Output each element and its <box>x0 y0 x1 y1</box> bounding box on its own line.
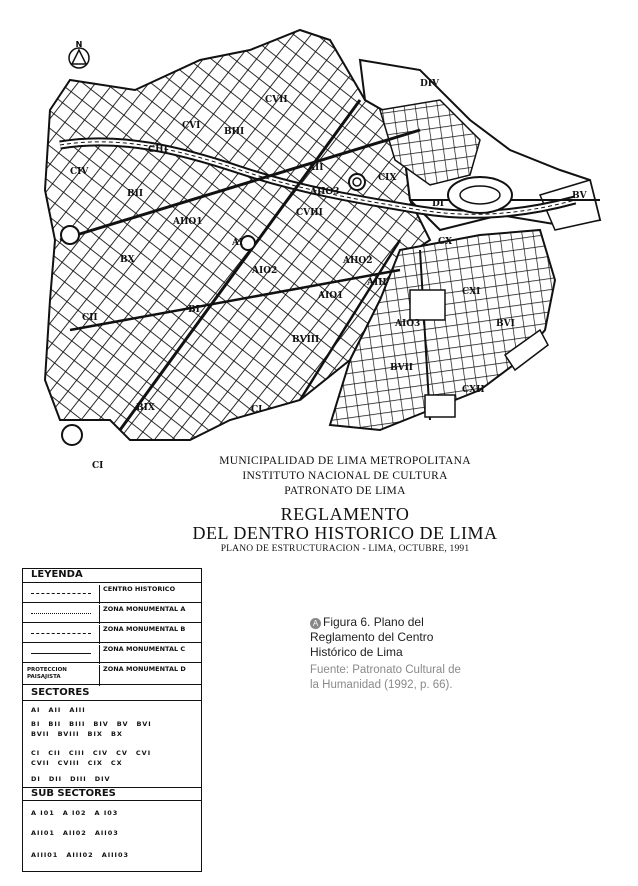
legend-row-label: ZONA MONUMENTAL B <box>99 625 185 644</box>
plan-heading: DEL DENTRO HISTORICO DE LIMA <box>192 523 498 543</box>
sector-label: BX <box>120 255 135 265</box>
legend-row-label: ZONA MONUMENTAL C <box>99 645 185 664</box>
sector-label: BIII <box>224 127 245 137</box>
legend-row-label: CENTRO HISTORICO <box>99 585 175 604</box>
sector-label: BVI <box>496 319 515 329</box>
caption-badge-icon: A <box>310 618 321 629</box>
legend-row <box>23 583 201 603</box>
sub-sector-row: AII01 AII02 AII03 <box>31 829 119 837</box>
sector-label: BIX <box>136 403 155 413</box>
legend <box>22 568 202 872</box>
sector-row: CVII CVIII CIX CX <box>31 759 123 767</box>
sector-label: CXI <box>462 287 481 297</box>
sector-label: AIIO2 <box>343 256 373 266</box>
north-label: N <box>75 40 83 49</box>
sector-label: CVI <box>182 121 201 131</box>
sector-label: AIO1 <box>318 291 344 301</box>
sub-sector-row: AIII01 AIII02 AIII03 <box>31 851 130 859</box>
plan-subtitle: PLANO DE ESTRUCTURACION - LIMA, OCTUBRE, 1991 <box>220 544 470 554</box>
sector-label: DI <box>432 199 445 209</box>
plan-title-line: MUNICIPALIDAD DE LIMA METROPOLITANA <box>219 455 471 467</box>
sector-label: CVIII <box>296 208 323 218</box>
figure-caption <box>310 615 470 693</box>
legend-title: LEYENDA <box>23 569 201 583</box>
sector-label: CIX <box>378 173 397 183</box>
sector-label: CII <box>82 313 98 323</box>
sector-label: AIIO3 <box>310 187 340 197</box>
sector-label: CX <box>438 237 453 247</box>
sector-label: AIII <box>367 278 387 288</box>
sector-label: CXII <box>462 385 485 395</box>
sub-sector-row: A I01 A I02 A I03 <box>31 809 119 817</box>
sector-label: AIIO1 <box>173 217 203 227</box>
caption-title <box>310 615 470 660</box>
plan-heading: REGLAMENTO <box>280 504 410 524</box>
caption-title-text: Figura 6. Plano del Reglamento del Centro Histórico de Lima <box>310 615 434 659</box>
legend-row-label: ZONA MONUMENTAL D <box>99 665 186 686</box>
north-arrow-icon <box>69 40 89 68</box>
legend-row-label: ZONA MONUMENTAL A <box>99 605 185 624</box>
legend-row <box>23 603 201 623</box>
sector-row: DI DII DIII DIV <box>31 775 111 783</box>
sector-label: CIV <box>70 167 89 177</box>
sector-label: AIO3 <box>395 319 421 329</box>
sector-row: AI AII AIII <box>31 706 86 714</box>
sector-label: AIO2 <box>252 266 278 276</box>
sector-label: AII <box>308 163 324 173</box>
sector-label: CVII <box>265 95 288 105</box>
sector-row: CI CII CIII CIV CV CVI <box>31 749 152 757</box>
sector-label: BII <box>127 189 144 199</box>
sector-row: BVII BVIII BIX BX <box>31 730 123 738</box>
legend-row <box>23 623 201 643</box>
sector-label: BVIII <box>292 335 320 345</box>
caption-source: Fuente: Patronato Cultural de la Humanidad (1992, p. 66). <box>310 664 461 691</box>
sector-label: CIII <box>148 145 168 155</box>
sector-label: CI <box>251 405 263 415</box>
plan-title-line: PATRONATO DE LIMA <box>284 485 406 497</box>
sectores-title: SECTORES <box>23 687 201 701</box>
sector-label: DIV <box>420 79 439 89</box>
sector-label: AI <box>232 238 244 248</box>
legend-row <box>23 643 201 663</box>
sector-label: BVII <box>390 363 414 373</box>
sector-label: CI <box>92 461 104 471</box>
sub-sectores-title: SUB SECTORES <box>23 787 201 801</box>
sector-label: BV <box>572 191 587 201</box>
legend-row-left-label: PROTECCION PAISAJISTA <box>27 667 67 680</box>
legend-row <box>23 663 201 685</box>
plan-title-line: INSTITUTO NACIONAL DE CULTURA <box>242 470 448 482</box>
sector-label: BI <box>188 305 200 315</box>
sector-row: BI BII BIII BIV BV BVI <box>31 720 152 728</box>
